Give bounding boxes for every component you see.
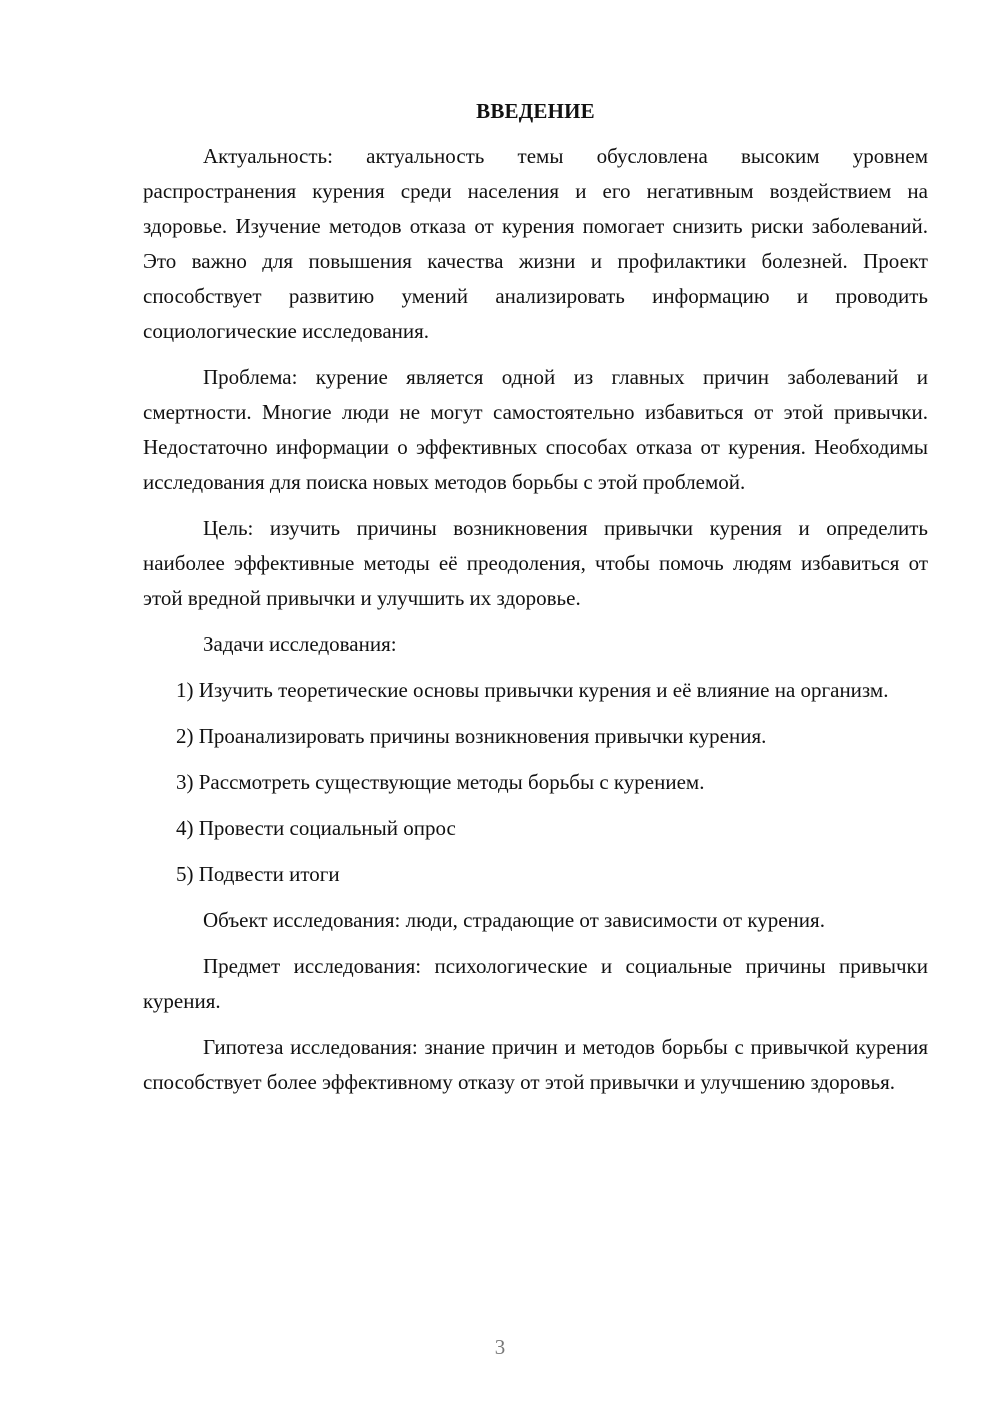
task-item-4: 4) Провести социальный опрос [176,816,456,840]
paragraph-object: Объект исследования: люди, страдающие от зависимости от курения. [203,908,825,932]
document-page [143,96,928,1100]
paragraph-hypothesis: Гипотеза исследования: знание причин и методов борьбы с привычкой курения способствует более эффективному отказу от этой привычки и улучшению здоровья. [143,1035,928,1094]
paragraph-goal: Цель: изучить причины возникновения привычки курения и определить наиболее эффективные методы её преодоления, чтобы помочь людям избавиться от этой вредной привычки и улучшить их здоровье. [143,516,928,610]
paragraph-subject: Предмет исследования: психологические и социальные причины привычки курения. [143,954,928,1013]
tasks-heading: Задачи исследования: [203,632,397,656]
task-item-1: 1) Изучить теоретические основы привычки курения и её влияние на организм. [176,678,889,702]
paragraph-problem: Проблема: курение является одной из главных причин заболеваний и смертности. Многие люди не могут самостоятельно избавиться от этой привычки. Недостаточно информации о эффективных способах отказа от курения. Необходимы исследования для поиска новых методов борьбы с этой проблемой. [143,365,928,494]
page-number: 3 [494,1335,506,1359]
paragraph-relevance: Актуальность: актуальность темы обусловлена высоким уровнем распространения курения среди населения и его негативным воздействием на здоровье. Изучение методов отказа от курения помогает снизить риски заболеваний. Это важно для повышения качества жизни и профилактики болезней. Проект способствует развитию умений анализировать информацию и проводить социологические исследования. [143,144,928,343]
section-title: ВВЕДЕНИЕ [476,99,595,123]
task-item-2: 2) Проанализировать причины возникновения привычки курения. [176,724,767,748]
task-item-3: 3) Рассмотреть существующие методы борьбы с курением. [176,770,705,794]
task-item-5: 5) Подвести итоги [176,862,340,886]
